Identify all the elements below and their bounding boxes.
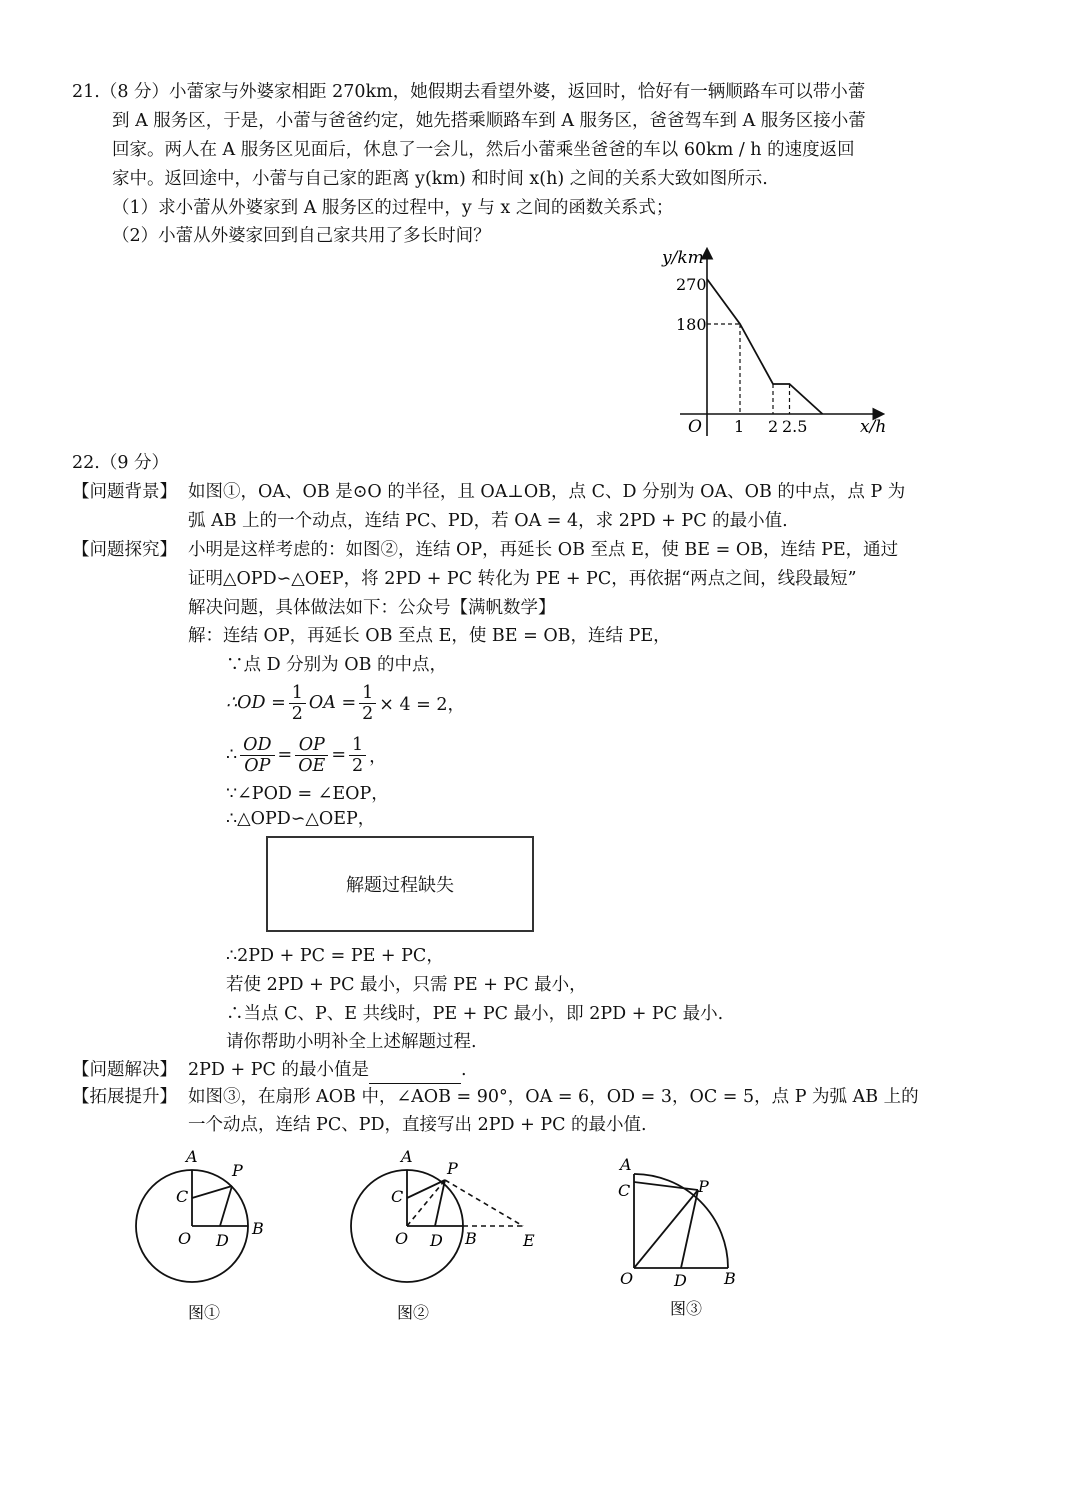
ratio-f1-den: OP	[244, 755, 271, 776]
q21-distance-time-graph	[650, 240, 900, 440]
svg-text:O: O	[178, 1229, 192, 1248]
y-axis-label: y/km	[662, 248, 704, 268]
svg-text:B: B	[724, 1269, 736, 1288]
svg-text:A: A	[401, 1147, 413, 1166]
answer-blank[interactable]	[369, 1065, 461, 1084]
od-prefix: ∴OD =	[226, 693, 286, 713]
x-axis-label: x/h	[860, 417, 887, 437]
svg-text:P: P	[698, 1177, 709, 1196]
od-fraction-2	[359, 683, 376, 724]
missing-solution-text: 解题过程缺失	[346, 875, 454, 896]
q22-extension-tag: 【拓展提升】	[72, 1087, 177, 1107]
svg-text:D: D	[216, 1231, 229, 1250]
q21-sub-question-2: （2）小蕾从外婆家回到自己家共用了多长时间？	[112, 226, 491, 246]
y-tick-180: 180	[676, 315, 707, 334]
figure-1-caption: 图①	[188, 1303, 221, 1320]
solution-after-2: 若使 2PD + PC 最小，只需 PE + PC 最小，	[226, 975, 587, 995]
solution-od-equation	[226, 680, 465, 726]
svg-text:A: A	[620, 1155, 632, 1174]
svg-text:B: B	[465, 1229, 477, 1248]
solution-ratio-equation	[226, 730, 387, 780]
ratio-eq-2: =	[331, 745, 346, 765]
q21-line-2: 到 A 服务区，于是，小蕾与爸爸约定，她先搭乘顺路车到 A 服务区，爸爸驾车到 A 服务区接小蕾	[112, 111, 866, 131]
q22-extension-line-1: 如图③，在扇形 AOB 中，∠AOB = 90°，OA = 6，OD = 3，OC = 5，点 P 为弧 AB 上的	[188, 1087, 919, 1107]
ratio-f3-den: 2	[352, 755, 364, 776]
q21-line-3: 回家。两人在 A 服务区见面后，休息了一会儿，然后小蕾乘坐爸爸的车以 60km / h 的速度返回	[112, 140, 855, 160]
solution-after-1: ∴2PD + PC = PE + PC，	[226, 946, 444, 966]
solution-similar-line: ∴△OPD∽△OEP，	[226, 809, 376, 829]
ratio-fraction-1	[240, 735, 274, 776]
svg-text:D: D	[674, 1271, 687, 1290]
y-tick-270: 270	[676, 275, 707, 294]
svg-text:A: A	[186, 1147, 198, 1166]
ratio-fraction-2	[295, 735, 328, 776]
q22-background-line-2: 弧 AB 上的一个动点，连结 PC、PD，若 OA = 4，求 2PD + PC 的最小值.	[188, 511, 788, 531]
ratio-suffix: ，	[369, 746, 387, 767]
q22-background-line-1: 如图①，OA、OB 是⊙O 的半径，且 OA⊥OB，点 C、D 分别为 OA、OB 的中点，点 P 为	[188, 482, 906, 502]
od-fraction-1	[289, 683, 306, 724]
figure-3-caption: 图③	[670, 1299, 703, 1318]
svg-text:D: D	[430, 1231, 443, 1250]
solution-line-1: 解：连结 OP，再延长 OB 至点 E，使 BE = OB，连结 PE，	[188, 626, 671, 646]
q22-solve-tag: 【问题解决】	[72, 1060, 177, 1080]
od-mid: OA =	[308, 693, 357, 713]
ratio-f1-num: OD	[240, 735, 274, 756]
svg-text:C: C	[618, 1181, 631, 1200]
distance-line	[707, 279, 823, 414]
svg-text:O: O	[620, 1269, 634, 1288]
x-tick-1: 1	[734, 417, 745, 436]
svg-text:C: C	[391, 1187, 404, 1206]
origin-label: O	[688, 417, 702, 437]
svg-text:P: P	[232, 1161, 243, 1180]
ratio-fraction-3	[349, 735, 366, 776]
od-frac1-num: 1	[289, 683, 306, 704]
figure-1	[120, 1140, 290, 1320]
ratio-f2-den: OE	[298, 755, 326, 776]
solution-after-3: ∴当点 C、P、E 共线时，PE + PC 最小，即 2PD + PC 最小.	[226, 1004, 724, 1024]
solution-after-4: 请你帮助小明补全上述解题过程.	[226, 1032, 477, 1052]
ratio-prefix: ∴	[226, 745, 238, 765]
solve-text: 2PD + PC 的最小值是	[188, 1060, 369, 1080]
q22-explore-tag: 【问题探究】	[72, 540, 177, 560]
q22-explore-line-2: 证明△OPD∽△OEP，将 2PD + PC 转化为 PE + PC，再依据“两点之间，线段最短”	[188, 569, 857, 589]
q22-background-tag: 【问题背景】	[72, 482, 177, 502]
ratio-eq-1: =	[277, 745, 293, 765]
q21-line-4: 家中。返回途中，小蕾与自己家的距离 y(km) 和时间 x(h) 之间的关系大致如图所示.	[112, 169, 768, 189]
q22-title: 22.（9 分）	[72, 453, 170, 473]
q22-explore-line-3: 解决问题，具体做法如下：公众号【满帆数学】	[188, 598, 556, 618]
svg-text:O: O	[395, 1229, 409, 1248]
od-frac2-den: 2	[362, 703, 374, 724]
ratio-f3-num: 1	[349, 735, 366, 756]
svg-text:B: B	[252, 1219, 264, 1238]
ratio-f2-num: OP	[295, 735, 328, 756]
svg-text:E: E	[523, 1231, 535, 1250]
svg-text:P: P	[447, 1159, 458, 1178]
od-frac2-num: 1	[359, 683, 376, 704]
x-tick-2: 2	[768, 417, 779, 436]
svg-text:C: C	[176, 1187, 189, 1206]
missing-solution-box	[266, 836, 534, 932]
solution-angle-line: ∵∠POD = ∠EOP，	[226, 784, 389, 804]
figure-2	[335, 1140, 555, 1320]
solution-line-2: ∵点 D 分别为 OB 的中点，	[226, 655, 447, 675]
q21-sub-question-1: （1）求小蕾从外婆家到 A 服务区的过程中，y 与 x 之间的函数关系式；	[112, 198, 674, 218]
od-frac1-den: 2	[291, 703, 303, 724]
q22-explore-line-1: 小明是这样考虑的：如图②，连结 OP，再延长 OB 至点 E，使 BE = OB，连结 PE，通过	[188, 540, 899, 560]
figure-3	[610, 1150, 760, 1320]
q21-line-1: 21.（8 分）小蕾家与外婆家相距 270km，她假期去看望外婆，返回时，恰好有一辆顺路车可以带小蕾	[72, 82, 866, 102]
od-suffix: × 4 = 2，	[379, 694, 466, 715]
figure-2-caption: 图②	[397, 1303, 430, 1320]
solve-end: .	[460, 1060, 467, 1080]
x-tick-2-5: 2.5	[782, 417, 808, 436]
q22-extension-line-2: 一个动点，连结 PC、PD，直接写出 2PD + PC 的最小值.	[188, 1115, 647, 1135]
q22-solve-line	[188, 1056, 467, 1084]
